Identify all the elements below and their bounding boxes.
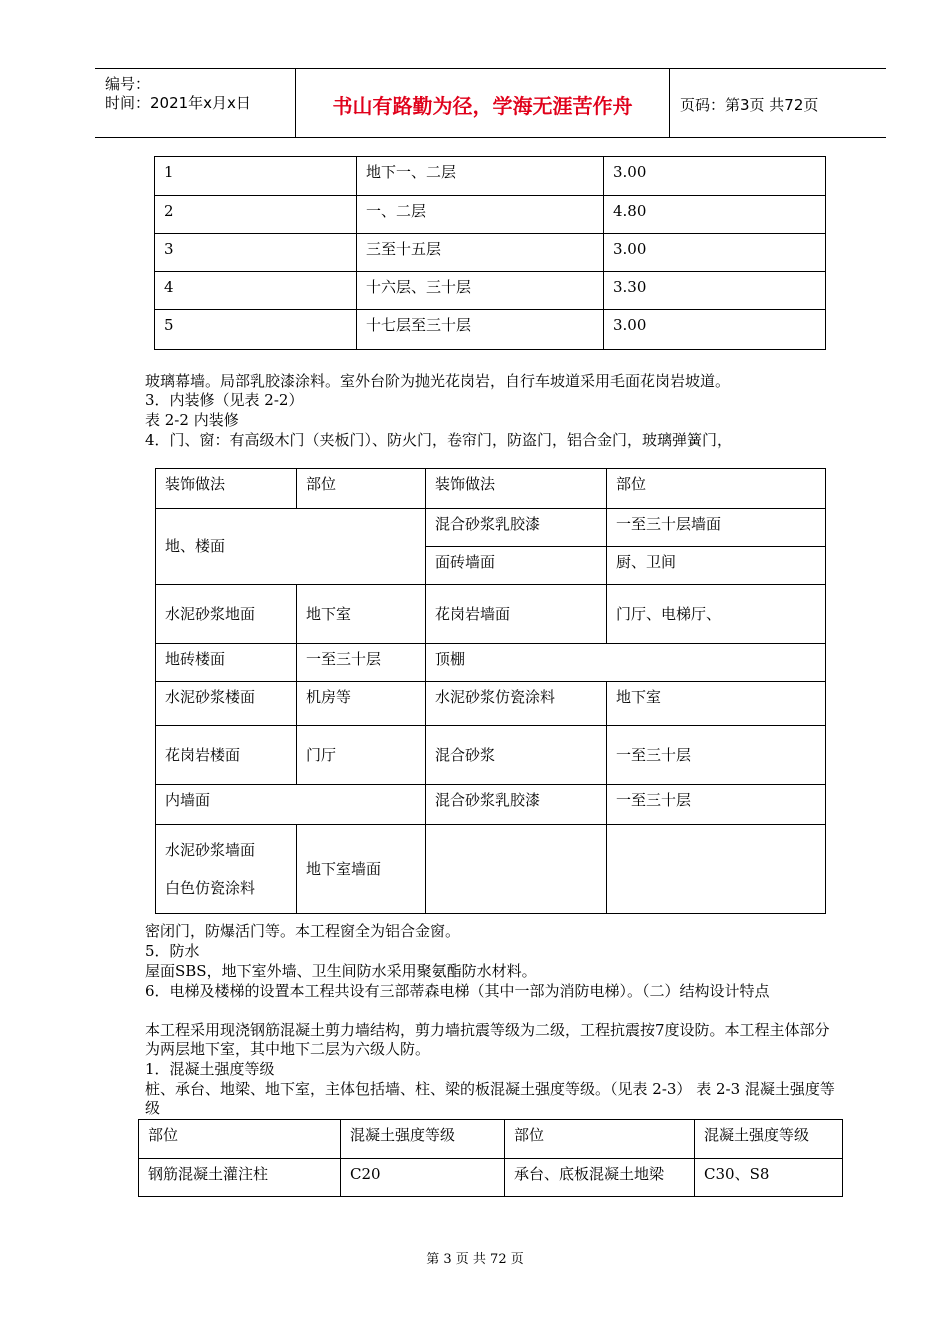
table-cell: 地下室	[607, 682, 826, 726]
table-header-cell: 部位	[297, 469, 426, 509]
paragraph-concrete: 桩、承台、地梁、地下室，主体包括墙、柱、梁的板混凝土强度等级。（见表 2-3） 表 2-3 混凝土强度等级	[145, 1080, 835, 1117]
paragraph-elevators: 6．电梯及楼梯的设置本工程共设有三部蒂森电梯（其中一部为消防电梯）。（二）结构设计特点	[145, 982, 770, 1000]
table-cell: 门厅	[297, 726, 426, 785]
paragraph-waterproof: 屋面SBS，地下室外墙、卫生间防水采用聚氨酯防水材料。	[145, 962, 537, 980]
table-cell: C20	[341, 1159, 505, 1197]
table-row	[156, 469, 826, 509]
table-cell: 地下一、二层	[357, 157, 604, 196]
table-cell: 2	[155, 196, 357, 234]
table-row	[155, 272, 826, 310]
table-cell: 水泥砂浆地面	[156, 585, 297, 644]
table-row	[155, 196, 826, 234]
paragraph-doors-continued: 密闭门，防爆活门等。本工程窗全为铝合金窗。	[145, 922, 461, 940]
table-cell: 一至三十层墙面	[607, 509, 826, 547]
concrete-strength-table	[138, 1119, 843, 1197]
table-cell-line: 水泥砂浆墙面	[165, 841, 256, 859]
table-row	[156, 726, 826, 785]
table-cell: 3	[155, 234, 357, 272]
header-page-label: 页码：第3页 共72页	[680, 96, 819, 114]
table-cell: 地砖楼面	[156, 644, 297, 682]
table-cell	[607, 825, 826, 914]
paragraph-table-caption: 表 2-2 内装修	[145, 411, 239, 429]
table-cell: 3.00	[604, 234, 826, 272]
table-row	[156, 825, 826, 914]
table-row	[156, 682, 826, 726]
table-cell: 机房等	[297, 682, 426, 726]
header-meta-cell	[95, 69, 296, 137]
table-cell: 3.00	[604, 310, 826, 350]
header-page-cell	[670, 69, 886, 137]
table-cell: 4.80	[604, 196, 826, 234]
table-cell: 4	[155, 272, 357, 310]
header-motto: 书山有路勤为径，学海无涯苦作舟	[332, 94, 633, 118]
table-header-cell: 装饰做法	[426, 469, 607, 509]
table-cell: 地、楼面	[156, 509, 426, 585]
table-cell: 十六层、三十层	[357, 272, 604, 310]
paragraph-exterior: 玻璃幕墙。局部乳胶漆涂料。室外台阶为抛光花岗岩，自行车坡道采用毛面花岗岩坡道。	[145, 372, 731, 390]
table-cell: 地下室	[297, 585, 426, 644]
table-cell: 内墙面	[156, 785, 426, 825]
table-cell: 花岗岩楼面	[156, 726, 297, 785]
table-cell: C30、S8	[695, 1159, 843, 1197]
table-row	[156, 644, 826, 682]
table-cell: 十七层至三十层	[357, 310, 604, 350]
table-row	[156, 509, 826, 547]
table-cell: 3.30	[604, 272, 826, 310]
table-cell: 一至三十层	[607, 785, 826, 825]
table-header-cell: 部位	[607, 469, 826, 509]
table-cell: 承台、底板混凝土地梁	[505, 1159, 695, 1197]
table-row	[156, 785, 826, 825]
table-header-cell: 混凝土强度等级	[341, 1120, 505, 1159]
page-header	[95, 68, 886, 138]
table-cell: 门厅、电梯厅、	[607, 585, 826, 644]
table-cell: 钢筋混凝土灌注柱	[139, 1159, 341, 1197]
table-header-cell: 装饰做法	[156, 469, 297, 509]
table-cell: 花岗岩墙面	[426, 585, 607, 644]
table-row	[155, 234, 826, 272]
table-cell: 5	[155, 310, 357, 350]
document-number-label: 编号：	[105, 75, 151, 93]
table-header-cell: 部位	[139, 1120, 341, 1159]
paragraph-concrete-heading: 1．混凝土强度等级	[145, 1060, 275, 1078]
table-cell: 3.00	[604, 157, 826, 196]
table-cell	[426, 825, 607, 914]
paragraph-doors-windows: 4．门、窗：有高级木门（夹板门）、防火门，卷帘门，防盗门，铝合金门，玻璃弹簧门，	[145, 431, 733, 449]
document-time-label: 时间：2021年x月x日	[105, 94, 251, 112]
table-row	[139, 1159, 843, 1197]
header-motto-cell	[296, 69, 670, 137]
paragraph-waterproof-heading: 5．防水	[145, 942, 200, 960]
table-cell: 混合砂浆乳胶漆	[426, 509, 607, 547]
paragraph-interior-heading: 3．内装修（见表 2-2）	[145, 391, 304, 409]
table-row	[139, 1120, 843, 1159]
table-row	[155, 157, 826, 196]
paragraph-structure: 本工程采用现浇钢筋混凝土剪力墙结构，剪力墙抗震等级为二级，工程抗震按7度设防。本工程主体部分为两层地下室，其中地下二层为六级人防。	[145, 1021, 830, 1058]
table-cell: 水泥砂浆仿瓷涂料	[426, 682, 607, 726]
table-cell: 混合砂浆乳胶漆	[426, 785, 607, 825]
table-cell: 三至十五层	[357, 234, 604, 272]
interior-decoration-table	[155, 468, 826, 914]
table-cell: 水泥砂浆楼面	[156, 682, 297, 726]
table-cell: 1	[155, 157, 357, 196]
table-cell: 顶棚	[426, 644, 826, 682]
floor-height-table	[154, 156, 826, 350]
table-cell: 厨、卫间	[607, 547, 826, 585]
table-cell: 一至三十层	[607, 726, 826, 785]
table-header-cell: 混凝土强度等级	[695, 1120, 843, 1159]
table-cell	[156, 825, 297, 914]
table-cell: 一、二层	[357, 196, 604, 234]
table-cell: 面砖墙面	[426, 547, 607, 585]
table-header-cell: 部位	[505, 1120, 695, 1159]
table-cell-line: 白色仿瓷涂料	[165, 879, 256, 897]
table-cell: 地下室墙面	[297, 825, 426, 914]
table-row	[155, 310, 826, 350]
table-cell: 一至三十层	[297, 644, 426, 682]
table-cell: 混合砂浆	[426, 726, 607, 785]
page-footer: 第 3 页 共 72 页	[426, 1252, 524, 1267]
table-row	[156, 585, 826, 644]
